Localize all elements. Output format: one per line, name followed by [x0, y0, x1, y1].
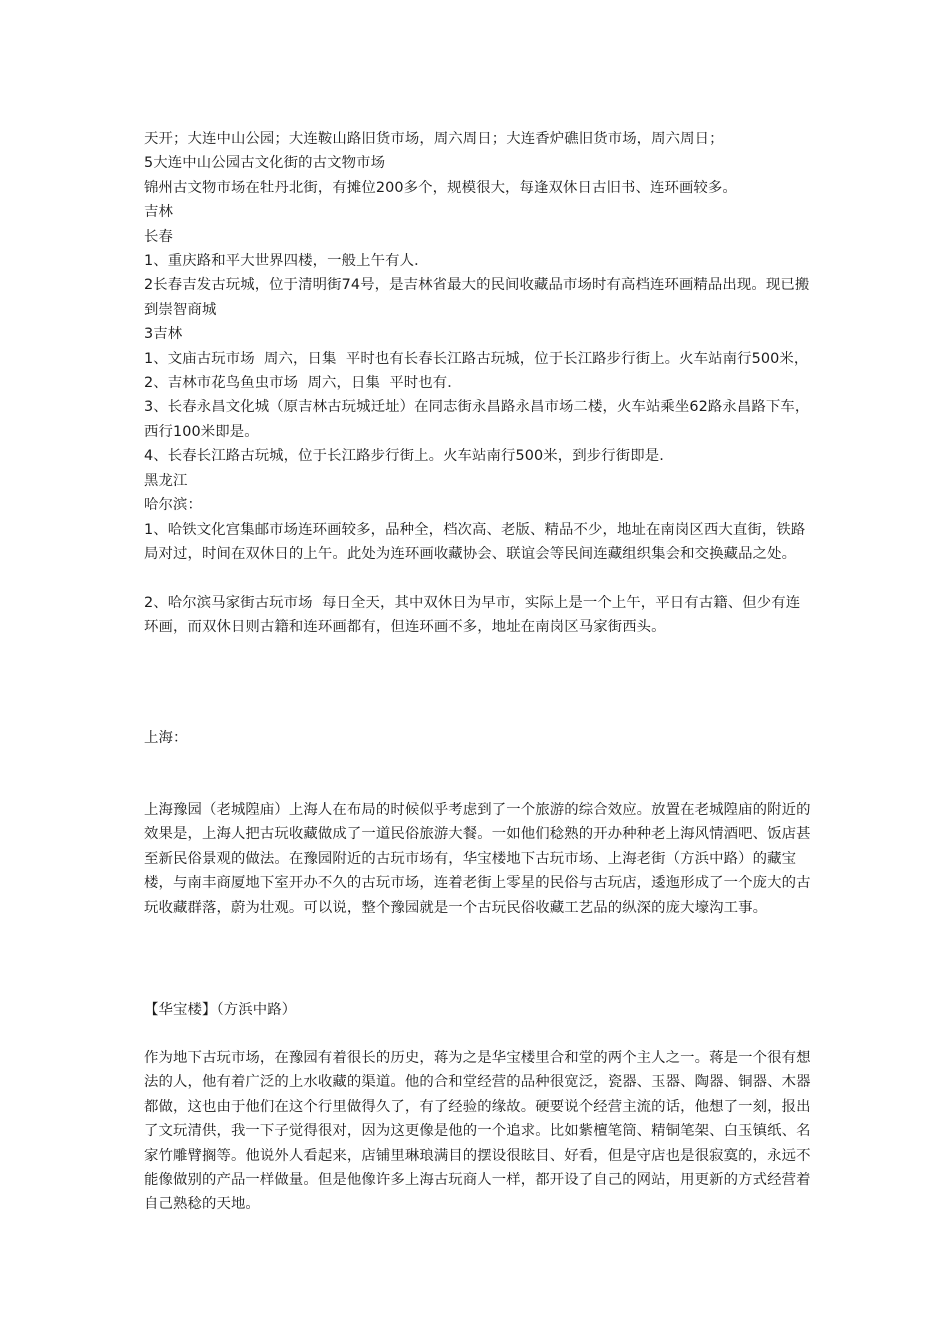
heading-heilongjiang: 黑龙江: [144, 472, 188, 489]
section-northeast-markets: [144, 127, 812, 640]
paragraph: 2、吉林市花鸟鱼虫市场 周六，日集 平时也有．: [144, 375, 462, 392]
section-huabaolou: [144, 1046, 812, 1217]
paragraph: 天开；大连中山公园；大连鞍山路旧货市场，周六周日；大连香炉礁旧货市场，周六周日；: [144, 131, 724, 147]
section-yuyuan: [144, 798, 812, 920]
paragraph: 4、长春长江路古玩城，位于长江路步行街上。火车站南行500米，到步行街即是.: [144, 448, 664, 465]
section-shanghai-heading: [144, 726, 812, 750]
heading-jilin: 吉林: [144, 204, 173, 221]
blank-line: [144, 566, 812, 590]
paragraph: 5大连中山公园古文化街的古文物市场: [144, 155, 386, 172]
paragraph: 1、哈铁文化宫集邮市场连环画较多，品种全，档次高、老版、精品不少，地址在南岗区西大直街，铁路局对过，时间在双休日的上午。此处为连环画收藏协会、联谊会等民间连藏组织集会和交换藏品之处。: [144, 521, 806, 562]
paragraph: 3、长春永昌文化城（原吉林古玩城迁址）在同志街永昌路永昌市场二楼，火车站乘坐62路永昌路下车，西行100米即是。: [144, 399, 810, 440]
paragraph: 上海豫园（老城隍庙）上海人在布局的时候似乎考虑到了一个旅游的综合效应。放置在老城隍庙的附近的效果是，上海人把古玩收藏做成了一道民俗旅游大餐。一如他们稔熟的开办种种老上海风情酒吧、饭店甚至新民俗景观的做法。在豫园附近的古玩市场有，华宝楼地下古玩市场、上海老街（方浜中路）的藏宝楼，与南丰商厦地下室开办不久的古玩市场，连着老街上零星的民俗与古玩店，逶迤形成了一个庞大的古玩收藏群落，蔚为壮观。可以说，整个豫园就是一个古玩民俗收藏工艺品的纵深的庞大壕沟工事。: [144, 802, 811, 916]
paragraph: 2、哈尔滨马家街古玩市场 每日全天，其中双休日为早市，实际上是一个上午，平日有古籍、但少有连环画，而双休日则古籍和连环画都有，但连环画不多，地址在南岗区马家街西头。: [144, 594, 801, 636]
paragraph: 作为地下古玩市场，在豫园有着很长的历史，蒋为之是华宝楼里合和堂的两个主人之一。蒋是一个很有想法的人，他有着广泛的上水收藏的渠道。他的合和堂经营的品种很宽泛，瓷器、玉器、陶器、铜器、木器都做，这也由于他们在这个行里做得久了，有了经验的缘故。硬要说个经营主流的话，他想了一刻，报出了文玩清供，我一下子觉得很对，因为这更像是他的一个追求。比如紫檀笔筒、精铜笔架、白玉镇纸、名家竹雕臂搁等。他说外人看起来，店铺里琳琅满目的摆设很眩目、好看，但是守店也是很寂寞的，永远不能像做别的产品一样做量。但是他像许多上海古玩商人一样，都开设了自己的网站，用更新的方式经营着自己熟稔的天地。: [144, 1050, 811, 1213]
paragraph: 锦州古文物市场在牡丹北街，有摊位200多个，规模很大，每逢双休日古旧书、连环画较多。: [144, 179, 737, 196]
paragraph: 1、文庙古玩市场 周六，日集 平时也有长春长江路古玩城，位于长江路步行街上。火车站南行500米，: [144, 350, 809, 367]
paragraph: 1、重庆路和平大世界四楼，一般上午有人．: [144, 253, 429, 270]
section-huabaolou-heading: [144, 998, 812, 1022]
heading-harbin: 哈尔滨：: [144, 497, 202, 514]
paragraph: 2长春吉发古玩城，位于清明街74号，是吉林省最大的民间收藏品市场时有高档连环画精品出现。现已搬到崇智商城: [144, 277, 810, 318]
heading-changchun: 长春: [144, 228, 173, 245]
heading-huabaolou: 【华宝楼】（方浜中路）: [144, 1002, 297, 1018]
heading-jilin-city: 3吉林: [144, 326, 183, 343]
heading-shanghai: 上海：: [144, 730, 188, 746]
